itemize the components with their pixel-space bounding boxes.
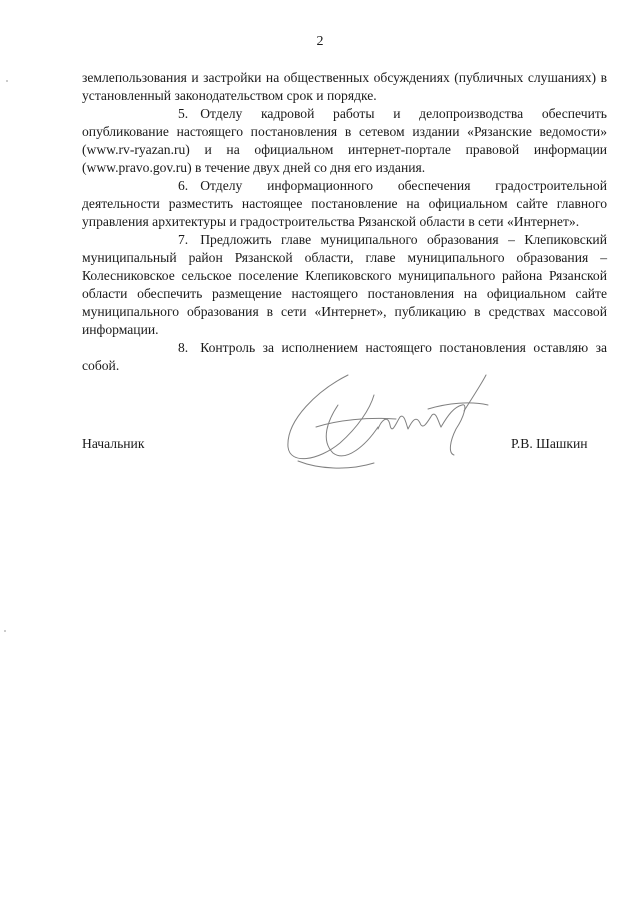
document-body — [82, 69, 607, 375]
item-text: Отделу информационного обеспечения градостроительной деятельности разместить настоящее постановление на официальном сайте главного управления архитектуры и градостроительства Рязанской области в сети «Интернет». — [82, 178, 607, 229]
item-text: Отделу кадровой работы и делопроизводства обеспечить опубликование настоящего постановления в сетевом издании «Рязанские ведомости» (www.rv-ryazan.ru) и на официальном интернет-портале правовой информации (www.pravo.gov.ru) в течение двух дней со дня его издания. — [82, 106, 607, 175]
item-number: 6. — [178, 178, 189, 193]
paragraph-continuation: землепользования и застройки на общественных обсуждениях (публичных слушаниях) в установленный законодательством срок и порядке. — [82, 70, 607, 103]
item-number: 8. — [178, 340, 189, 355]
item-text: Предложить главе муниципального образования – Клепиковский муниципальный район Рязанской области, главе муниципального образования – Колесниковское сельское поселение Клепиковского муниципального района Рязанской области обеспечить размещение настоящего постановления на официальном сайте муниципального образования в сети «Интернет», публикацию в средствах массовой информации. — [82, 232, 607, 337]
item-number: 5. — [178, 106, 189, 121]
paragraph-item-7 — [82, 231, 607, 339]
paragraph-item-6 — [82, 177, 607, 231]
signatory-name: Р.В. Шашкин — [511, 436, 588, 451]
handwritten-signature — [278, 365, 498, 485]
page-number: 2 — [316, 34, 324, 49]
paragraph-item-5 — [82, 105, 607, 177]
item-text: Контроль за исполнением настоящего постановления оставляю за собой. — [82, 340, 607, 373]
scan-speck — [6, 80, 8, 82]
signatory-title: Начальник — [82, 436, 145, 451]
scan-speck — [4, 630, 6, 632]
item-number: 7. — [178, 232, 189, 247]
